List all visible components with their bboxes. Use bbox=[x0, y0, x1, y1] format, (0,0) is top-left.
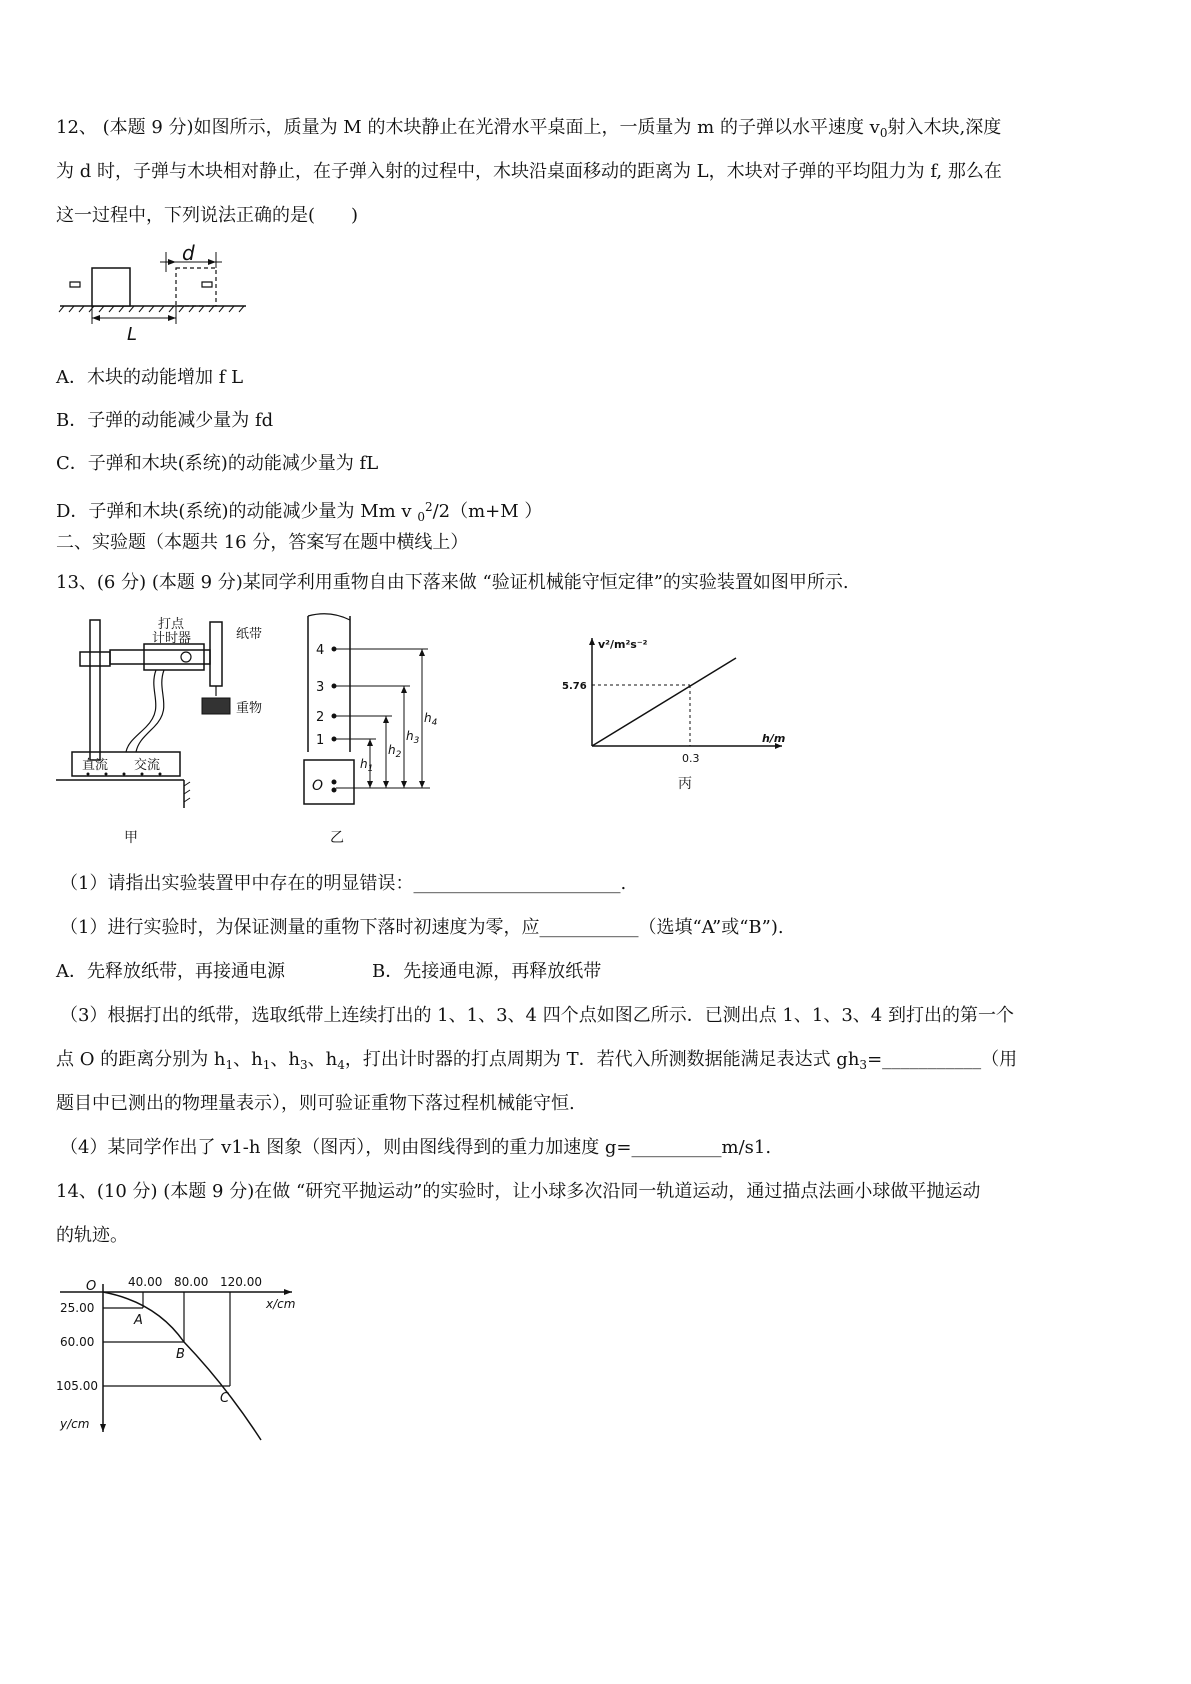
q12-option-a: A．木块的动能增加 f L bbox=[56, 367, 244, 388]
point-label-3: 3 bbox=[316, 680, 325, 695]
caption-bing: 丙 bbox=[678, 776, 692, 792]
q13-part1: （1）请指出实验装置甲中存在的明显错误：_______________________. bbox=[60, 873, 627, 894]
caption-jia: 甲 bbox=[124, 830, 138, 846]
q14-line1: 14、(10 分) (本题 9 分)在做 “研究平抛运动”的实验时，让小球多次沿同一轨道运动，通过描点法画小球做平抛运动 bbox=[56, 1181, 981, 1202]
q12-line1: 12、 (本题 9 分)如图所示，质量为 M 的木块静止在光滑水平桌面上，一质量为 m 的子弹以水平速度 $v_0$射入木块,深度 bbox=[56, 117, 1002, 140]
section-title: 二、实验题（本题共 16 分，答案写在题中横线上） bbox=[56, 532, 469, 553]
y-tick-25: 25.00 bbox=[60, 1301, 95, 1315]
graph-figure-bing bbox=[560, 630, 800, 800]
y-tick-105: 105.00 bbox=[56, 1379, 98, 1393]
q12-line2: 为 d 时，子弹与木块相对静止，在子弹入射的过程中，木块沿桌面移动的距离为 L，木块对子弹的平均阻力为 f, 那么在 bbox=[56, 161, 1002, 182]
point-label-2: 2 bbox=[316, 710, 325, 725]
q13-choice-b: B．先接通电源，再释放纸带 bbox=[372, 961, 602, 982]
h3-label: $h_3$ bbox=[406, 729, 420, 746]
x-tick-120: 120.00 bbox=[220, 1275, 262, 1289]
label-weight: 重物 bbox=[236, 701, 263, 716]
label-L: L bbox=[127, 324, 138, 344]
point-label-1: 1 bbox=[316, 733, 325, 748]
q13-choice-a: A．先释放纸带，再接通电源 bbox=[56, 961, 285, 982]
point-C: C bbox=[220, 1391, 230, 1406]
label-tape: 纸带 bbox=[236, 627, 263, 642]
q13-part3-line2: 点 O 的距离分别为 $h_1$、$h_1$、$h_3$、$h_4$，打出计时器的打点周期为 T．若代入所测数据能满足表达式 $gh_3=\_\_\_\_\_\_\_\_\_\_\_$（用 bbox=[56, 1049, 1018, 1072]
q14-line2: 的轨迹。 bbox=[56, 1225, 128, 1246]
v2-h-line bbox=[592, 658, 736, 746]
label-d: d bbox=[182, 244, 195, 265]
h1-label: $h_1$ bbox=[360, 757, 374, 774]
label-timer-1: 打点 bbox=[158, 617, 185, 632]
x-value-label: 0.3 bbox=[682, 752, 700, 765]
q12-option-c: C．子弹和木块(系统)的动能减少量为 fL bbox=[56, 453, 379, 474]
trajectory-curve bbox=[103, 1292, 261, 1440]
point-B: B bbox=[176, 1347, 185, 1362]
x-tick-40: 40.00 bbox=[128, 1275, 163, 1289]
x-tick-80: 80.00 bbox=[174, 1275, 209, 1289]
x-axis-label: h/m bbox=[762, 732, 786, 745]
q13-part3-line1: （3）根据打出的纸带，选取纸带上连续打出的 1、1、3、4 四个点如图乙所示．已测出点 1、1、3、4 到打出的第一个 bbox=[60, 1005, 1014, 1026]
apparatus-figure-jia bbox=[56, 612, 306, 852]
tape-figure-yi bbox=[300, 612, 450, 852]
q13-intro: 13、(6 分) (本题 9 分)某同学利用重物自由下落来做 “验证机械能守恒定律”的实验装置如图甲所示. bbox=[56, 572, 849, 593]
q12-option-b: B．子弹的动能减少量为 fd bbox=[56, 410, 274, 431]
x-axis-label-cm: x/cm bbox=[266, 1297, 296, 1311]
origin-label: O bbox=[312, 778, 324, 794]
y-axis-label: v²/m²s⁻² bbox=[598, 638, 648, 651]
y-tick-60: 60.00 bbox=[60, 1335, 95, 1349]
q12-line3: 这一过程中，下列说法正确的是( ) bbox=[56, 205, 359, 226]
origin-O: O bbox=[86, 1279, 97, 1294]
label-ac: 交流 bbox=[134, 758, 161, 773]
q13-part2: （1）进行实验时，为保证测量的重物下落时初速度为零，应___________（选填“A”或“B”). bbox=[60, 917, 784, 938]
q13-part3-line3: 题目中已测出的物理量表示），则可验证重物下落过程机械能守恒. bbox=[56, 1093, 575, 1114]
y-axis-label-cm: y/cm bbox=[60, 1417, 90, 1431]
block-bullet-figure bbox=[56, 244, 256, 344]
point-label-4: 4 bbox=[316, 643, 325, 658]
q13-part4: （4）某同学作出了 v1-h 图象（图丙），则由图线得到的重力加速度 g=__________m/s1. bbox=[60, 1137, 772, 1158]
label-timer-2: 计时器 bbox=[152, 631, 192, 646]
caption-yi: 乙 bbox=[330, 830, 344, 846]
h4-label: $h_4$ bbox=[424, 711, 438, 728]
q12-option-d: D．子弹和木块(系统)的动能减少量为 Mm v $_0^2$/2（m+M ） bbox=[56, 500, 543, 524]
projectile-figure bbox=[56, 1262, 316, 1448]
point-A: A bbox=[134, 1313, 143, 1328]
h2-label: $h_2$ bbox=[388, 743, 402, 760]
label-dc: 直流 bbox=[82, 758, 109, 773]
y-value-label: 5.76 bbox=[562, 681, 587, 692]
